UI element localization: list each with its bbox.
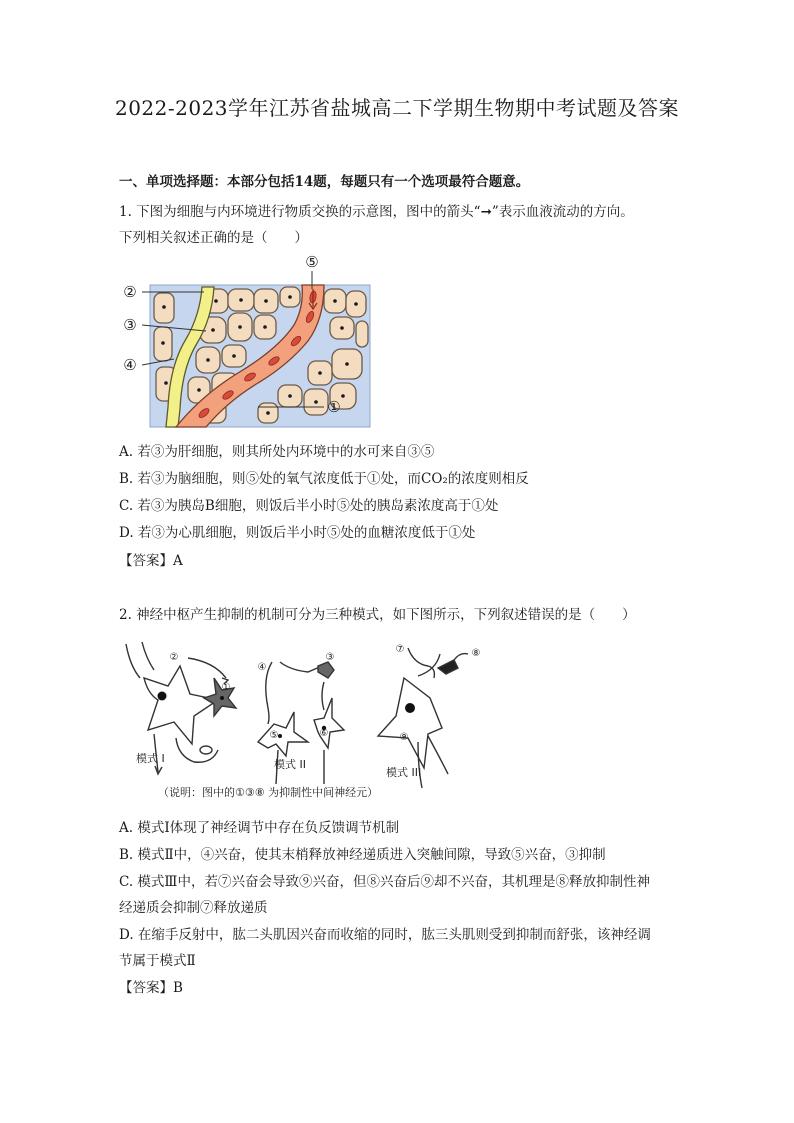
q1-label-1: ①: [327, 398, 341, 416]
q2-option-b: B. 模式Ⅱ中，④兴奋，使其末梢释放神经递质进入突触间隙，导致⑤兴奋，③抑制: [119, 847, 606, 863]
q1-option-b: B. 若③为脑细胞，则⑤处的氧气浓度低于①处，而CO₂的浓度则相反: [119, 471, 529, 487]
q2-option-d-line2: 节属于模式Ⅱ: [119, 953, 196, 969]
q2-num-9: ⑨: [399, 732, 409, 743]
q2-num-5: ⑤: [269, 730, 279, 741]
q2-num-2: ②: [169, 652, 179, 663]
q1-stem-line2: 下列相关叙述正确的是（ ）: [119, 230, 308, 246]
q2-num-1: ①: [221, 682, 231, 693]
q2-num-6: ⑥: [319, 728, 329, 739]
q1-stem-line1: 1. 下图为细胞与内环境进行物质交换的示意图，图中的箭头“➞”表示血液流动的方向。: [119, 204, 634, 220]
q2-mode-1-label: 模式 I: [136, 752, 165, 765]
q2-mode-3-label: 模式 III: [386, 766, 422, 779]
q2-option-d-line1: D. 在缩手反射中，肱二头肌因兴奋而收缩的同时，肱三头肌则受到抑制而舒张，该神经调: [119, 927, 651, 943]
q2-num-3: ③: [325, 652, 335, 663]
q2-option-a: A. 模式Ⅰ体现了神经调节中存在负反馈调节机制: [119, 820, 400, 836]
q2-num-8: ⑧: [471, 648, 481, 659]
document-title: 2022-2023学年江苏省盐城高二下学期生物期中考试题及答案: [114, 96, 680, 120]
q2-neuron-figure: [118, 638, 490, 808]
q1-tissue-figure: [118, 249, 380, 429]
q2-answer: 【答案】B: [119, 980, 183, 996]
q1-label-5: ⑤: [305, 253, 319, 271]
q1-option-d: D. 若③为心肌细胞，则饭后半小时⑤处的血糖浓度低于①处: [119, 525, 476, 541]
q1-answer: 【答案】A: [119, 553, 183, 569]
q2-num-4: ④: [257, 662, 267, 673]
q2-option-c-line2: 经递质会抑制⑦释放递质: [119, 900, 268, 916]
q2-num-7: ⑦: [395, 644, 405, 655]
q2-mode-2-label: 模式 II: [274, 758, 306, 771]
q1-label-4: ④: [123, 356, 137, 374]
q2-option-c-line1: C. 模式Ⅲ中，若⑦兴奋会导致⑨兴奋，但⑧兴奋后⑨却不兴奋，其机理是⑧释放抑制性神: [119, 874, 650, 890]
q2-stem: 2. 神经中枢产生抑制的机制可分为三种模式，如下图所示，下列叙述错误的是（ ）: [119, 607, 636, 623]
section-heading: 一、单项选择题：本部分包括14题，每题只有一个选项最符合题意。: [119, 174, 530, 190]
q1-label-2: ②: [123, 283, 137, 301]
q2-figure-caption: （说明：图中的①③⑧ 为抑制性中间神经元）: [158, 786, 379, 799]
q1-label-3: ③: [123, 316, 137, 334]
q1-option-c: C. 若③为胰岛B细胞，则饭后半小时⑤处的胰岛素浓度高于①处: [119, 498, 499, 514]
q1-option-a: A. 若③为肝细胞，则其所处内环境中的水可来自③⑤: [119, 444, 435, 460]
